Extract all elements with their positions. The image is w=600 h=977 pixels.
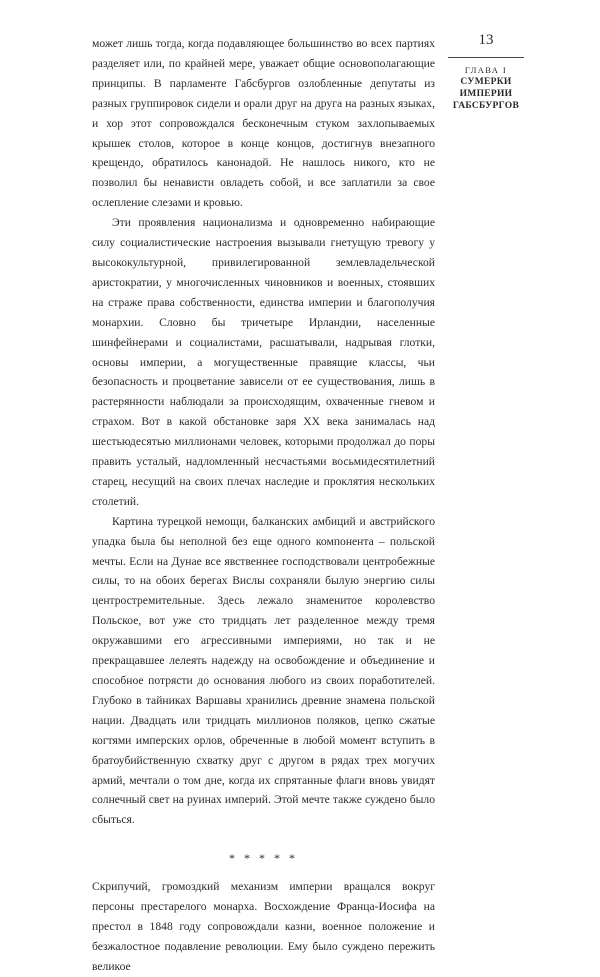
page-number: 13 <box>478 32 494 48</box>
chapter-title: СУМЕРКИ ИМПЕРИИ ГАБСБУРГОВ <box>452 77 520 111</box>
section-separator: * * * * * <box>229 851 298 866</box>
paragraph-4: Скрипучий, громоздкий механизм империи вращался вокруг персоны престарелого монарха. Восхождение Франца-Иосифа на престол в 1848 году сопровождали казни, военное положение и безжалостное подавление революции. Ему было суждено пережить великое <box>92 880 435 973</box>
sidebar-divider <box>448 57 524 58</box>
chapter-sidebar <box>448 30 524 112</box>
main-text-column <box>92 34 435 977</box>
paragraph-3: Картина турецкой немощи, балканских амбиций и австрийского упадка была бы неполной без еще одного компонента – польской мечты. Если на Дунае все явственнее господствовали центробежные силы, то на обоих берегах Вислы сохраняли былую энергию силы центростремительные. Здесь лежало знаменитое королевство Польское, вот уже сто тридцать лет разделенное между тремя окружавшими его агрессивными империями, но так и не прекращавшее лелеять надежду на освобождение и объединение и способное потрясти до основания любого из своих поработителей. Глубоко в тайниках Варшавы хранились древние знамена польской нации. Двадцать или тридцать миллионов поляков, цепко сжатые когтями имперских орлов, обреченные в любой момент вступить в братоубийственную схватку друг с другом в рядах трех могучих армий, мечтали о том дне, когда их спрятанные флаги вновь увидят солнечный свет на руинах империй. Этой мечте также суждено было сбыться. <box>92 514 435 827</box>
paragraph-2: Эти проявления национализма и одновременно набирающие силу социалистические настроения вызывали гнетущую тревогу у высококультурной, привилегированной землевладельческой аристократии, у многочисленных чиновников и военных, стоявших на страже права собственности, единства империи и благополучия монархии. Словно бы тричетыре Ирландии, населенные шинфейнерами и социалистами, расшатывали, надрывая глотки, основы империи, а могущественные правящие классы, чьи безопасность и процветание зависели от ее существования, лишь в растерянности наблюдали за происходящим, охваченные гневом и страхом. Вот в какой обстановке заря XX века занималась над шестьюдесятью миллионами человек, которыми продолжал до поры править усталый, надломленный несчастьями восьмидесятилетний старец, несущий на своих плечах наследие и проклятия нескольких столетий. <box>92 216 435 508</box>
paragraph-1: может лишь тогда, когда подавляющее большинство во всех партиях разделяет или, по крайней мере, уважает общие основополагающие принципы. В парламенте Габсбургов озлобленные депутаты из разных группировок сидели и орали друг на друга на разных языках, и хор этот сопровождался бесконечным стуком захлопываемых крышек столов, которое в конце концов, достигнув внезапного крещендо, обратилось канонадой. Не нашлось никого, кто не позволил бы ненависти овладеть собой, и все заплатили за свое ослепление слезами и кровью. <box>92 37 435 210</box>
chapter-label: ГЛАВА I <box>464 65 508 75</box>
